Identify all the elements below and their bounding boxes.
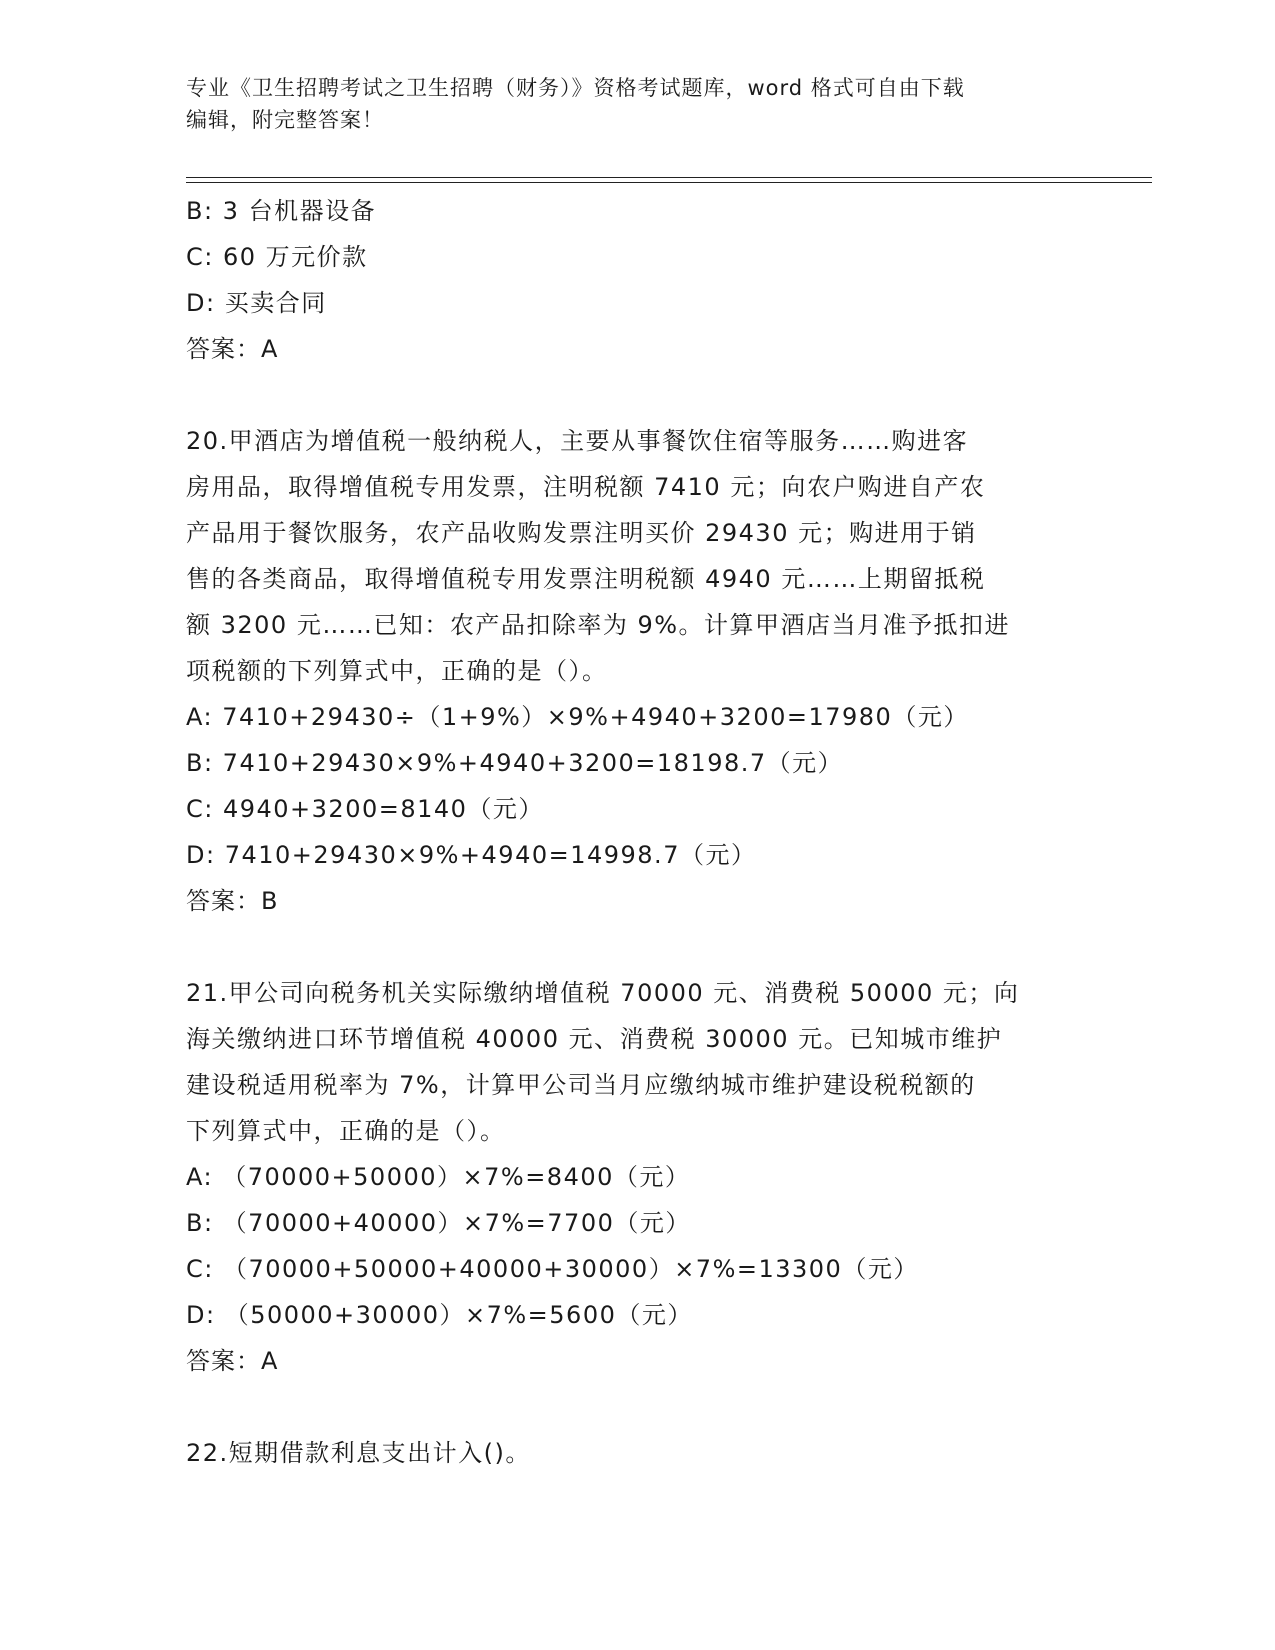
option-b: B: （70000+40000）×7%=7700（元）	[186, 1209, 691, 1237]
question-line: 22.短期借款利息支出计入()。	[186, 1439, 531, 1467]
answer-label: 答案：A	[186, 335, 279, 363]
header-line-2: 编辑，附完整答案！	[186, 108, 384, 132]
question-line: 建设税适用税率为 7%，计算甲公司当月应缴纳城市维护建设税税额的	[186, 1071, 976, 1099]
question-line: 21.甲公司向税务机关实际缴纳增值税 70000 元、消费税 50000 元；向	[186, 979, 1020, 1007]
question-line: 项税额的下列算式中，正确的是（）。	[186, 657, 608, 685]
option-c: C: 4940+3200=8140（元）	[186, 795, 544, 823]
option-c: C: （70000+50000+40000+30000）×7%=13300（元）	[186, 1255, 919, 1283]
option-b: B: 3 台机器设备	[186, 197, 377, 225]
option-d: D: （50000+30000）×7%=5600（元）	[186, 1301, 693, 1329]
option-d: D: 买卖合同	[186, 289, 327, 317]
option-d: D: 7410+29430×9%+4940=14998.7（元）	[186, 841, 757, 869]
question-line: 产品用于餐饮服务，农产品收购发票注明买价 29430 元；购进用于销	[186, 519, 977, 547]
question-text	[186, 970, 1086, 1154]
option-a: A: （70000+50000）×7%=8400（元）	[186, 1163, 691, 1191]
document-header	[186, 72, 1106, 136]
question-text	[186, 418, 1086, 694]
answer-label: 答案：A	[186, 1347, 279, 1375]
question-19-tail	[186, 188, 1086, 372]
question-20	[186, 418, 1086, 924]
question-line: 额 3200 元……已知：农产品扣除率为 9%。计算甲酒店当月准予抵扣进	[186, 611, 1011, 639]
option-a: A: 7410+29430÷（1+9%）×9%+4940+3200=17980（元）	[186, 703, 969, 731]
question-21	[186, 970, 1086, 1384]
question-line: 下列算式中，正确的是（）。	[186, 1117, 506, 1145]
header-divider-top	[186, 177, 1152, 178]
header-line-1: 专业《卫生招聘考试之卫生招聘（财务）》资格考试题库，word 格式可自由下载	[186, 76, 965, 100]
document-body	[186, 188, 1086, 1476]
question-line: 海关缴纳进口环节增值税 40000 元、消费税 30000 元。已知城市维护	[186, 1025, 1003, 1053]
header-divider-bottom	[186, 182, 1152, 183]
question-line: 售的各类商品，取得增值税专用发票注明税额 4940 元……上期留抵税	[186, 565, 986, 593]
question-line: 房用品，取得增值税专用发票，注明税额 7410 元；向农户购进自产农	[186, 473, 986, 501]
question-22	[186, 1430, 1086, 1476]
question-line: 20.甲酒店为增值税一般纳税人，主要从事餐饮住宿等服务……购进客	[186, 427, 969, 455]
answer-label: 答案：B	[186, 887, 279, 915]
option-c: C: 60 万元价款	[186, 243, 368, 271]
option-b: B: 7410+29430×9%+4940+3200=18198.7（元）	[186, 749, 844, 777]
